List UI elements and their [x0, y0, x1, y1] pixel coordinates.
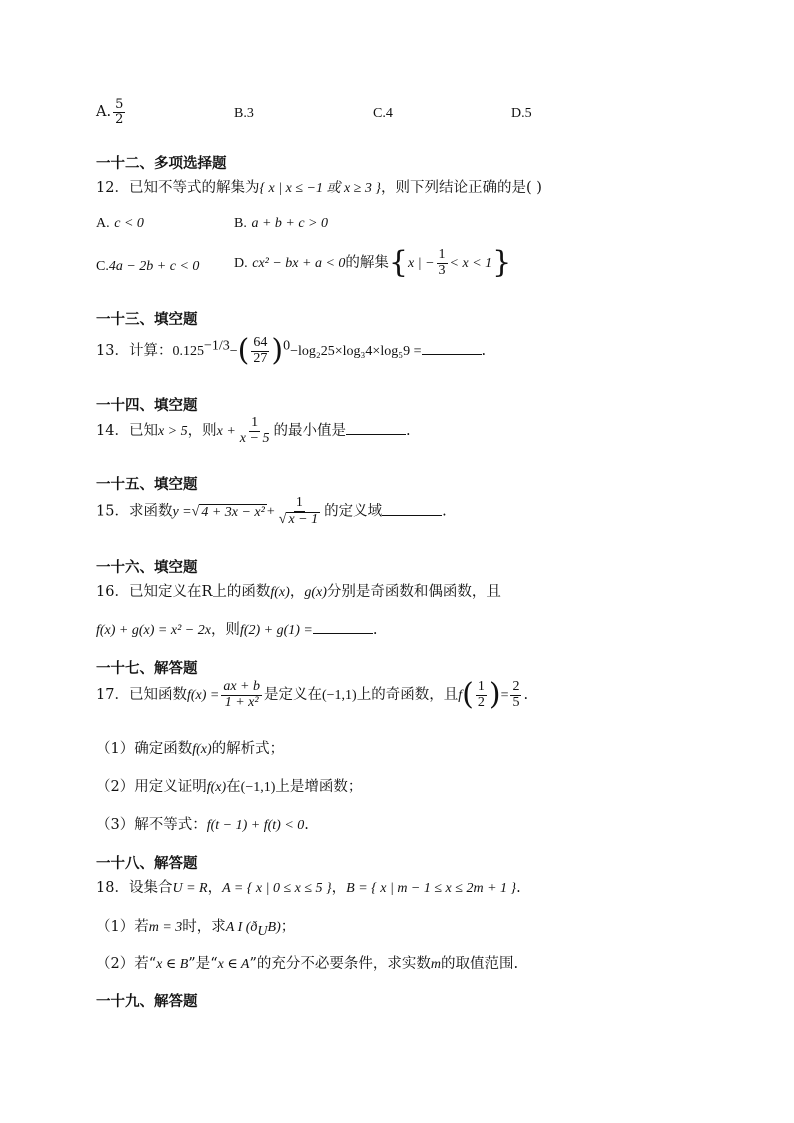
part-end: 上是增函数；	[275, 779, 363, 795]
paren-left: (	[462, 677, 474, 713]
fraction	[251, 336, 269, 366]
q15-suffix: 的定义域	[324, 503, 383, 520]
brace-left: {	[388, 245, 409, 281]
fraction	[113, 98, 125, 126]
q16-mid: ，则	[210, 622, 240, 638]
q14-end: .	[405, 423, 411, 440]
q17-eq: =	[500, 688, 509, 704]
option-expr: a + b + c > 0	[251, 216, 329, 231]
option-label: A.	[96, 104, 112, 121]
part-x-in-a: x ∈ A	[217, 957, 250, 972]
q18-end: .	[516, 880, 521, 896]
q17-mid2: 上的奇函数，且	[356, 687, 459, 704]
answer-blank[interactable]	[313, 619, 373, 634]
part-text-end: 的取值范围.	[441, 956, 519, 972]
part-label: （3）解不等式：	[96, 817, 207, 833]
part-expr: A I (ð	[225, 920, 258, 935]
q12-stem	[96, 176, 542, 197]
q16-fx: f(x)	[270, 585, 290, 600]
fraction	[221, 680, 262, 710]
q16-comma: ，	[289, 584, 305, 600]
option-text: 的解集	[345, 255, 389, 272]
q15-prefix: 15．求函数	[96, 503, 173, 520]
q18-stem	[96, 876, 521, 897]
q18-prefix: 18．设集合	[96, 880, 173, 896]
q15-radicand: 4 + 3x − x²	[201, 504, 265, 520]
q16-end: .	[372, 622, 378, 638]
q12-prefix: 12．已知不等式的解集为	[96, 180, 260, 196]
sqrt-sign: √	[191, 504, 200, 520]
option-expr: 4a − 2b + c < 0	[108, 259, 200, 274]
part-mid: 在	[226, 779, 241, 795]
part-end: 的解析式；	[211, 741, 285, 757]
section-header-14: 一十四、填空题	[96, 398, 198, 414]
q14-mid: ，则	[187, 423, 217, 440]
fraction	[437, 248, 448, 278]
q18-set-a: A = { x | 0 ≤ x ≤ 5 }	[222, 881, 332, 896]
option-label: A.	[96, 216, 110, 231]
part-end: .	[304, 817, 309, 833]
set-left: x | −	[408, 256, 435, 272]
q17-prefix: 17．已知函数	[96, 687, 187, 704]
numerator: 1	[251, 415, 259, 430]
q17-part1	[96, 737, 284, 758]
q11-option-a	[96, 98, 127, 126]
q15-plus: +	[266, 504, 275, 520]
q13-minus: −	[229, 344, 238, 360]
part-end: ；	[280, 919, 296, 935]
numerator: 1	[295, 495, 303, 510]
q17-part3	[96, 813, 309, 834]
q13-exponent: −1/3	[203, 338, 230, 354]
part-x-in-b: x ∈ B	[156, 957, 189, 972]
q17-mid: 是定义在	[264, 687, 322, 704]
q18-comma: ，	[331, 880, 347, 896]
option-expr: c < 0	[114, 216, 144, 231]
denominator: 2	[115, 111, 124, 127]
q14-stem	[96, 416, 411, 446]
q16-gx: g(x)	[304, 585, 327, 600]
denominator: 27	[253, 350, 268, 366]
q18-set-b: B = { x | m − 1 ≤ x ≤ 2m + 1 }	[346, 881, 517, 896]
denominator: 2	[477, 694, 485, 710]
denominator: x − 1	[288, 511, 319, 527]
fraction	[476, 680, 487, 710]
numerator: 1	[477, 679, 485, 694]
q11-option-d: D.5	[511, 106, 532, 121]
part-f: f(x)	[206, 780, 227, 795]
part-interval: (−1,1)	[240, 780, 276, 795]
part-sub: U	[257, 923, 268, 939]
q15-stem	[96, 496, 447, 527]
section-header-17: 一十七、解答题	[96, 661, 198, 677]
q14-suffix: 的最小值是	[273, 423, 346, 440]
q12-option-b	[234, 215, 328, 232]
q18-comma: ，	[207, 880, 223, 896]
q18-u: U = R	[172, 881, 208, 896]
part-text: （2）若“	[96, 956, 157, 972]
numerator: 5	[115, 97, 124, 112]
q13-power: 0	[283, 338, 291, 354]
section-header-16: 一十六、填空题	[96, 560, 198, 576]
denominator: 5	[512, 694, 520, 710]
q13-base: 0.125	[172, 344, 204, 360]
denominator: 1 + x²	[224, 694, 259, 710]
q17-f: f	[458, 688, 463, 704]
part-f: f(x)	[192, 742, 212, 757]
q17-fx: f(x) =	[186, 688, 220, 704]
q11-option-c: C.4	[373, 106, 393, 121]
q14-prefix: 14．已知	[96, 423, 158, 440]
denominator: x − 5	[239, 430, 270, 446]
part-expr: f(t − 1) + f(t) < 0	[206, 818, 305, 833]
q13-end: .	[481, 343, 487, 360]
section-header-12: 一十二、多项选择题	[96, 156, 227, 172]
q17-part2	[96, 775, 362, 796]
q16-line2	[96, 618, 377, 639]
q15-y: y =	[172, 504, 192, 520]
q12-set: { x | x ≤ −1 或 x ≥ 3 }	[259, 181, 381, 196]
q13-stem	[96, 333, 487, 369]
q13-prefix: 13．计算：	[96, 343, 173, 360]
numerator: 1	[438, 247, 446, 262]
q16-equation: f(x) + g(x) = x² − 2x	[96, 623, 211, 638]
paren-right: )	[488, 677, 501, 713]
q13-rest: −log₂25×log₃4×log₅9 =	[290, 344, 422, 360]
answer-blank[interactable]	[382, 501, 442, 516]
q16-line1	[96, 580, 501, 601]
q16-text-end: 分别是奇函数和偶函数，且	[326, 584, 501, 600]
q17-end: .	[523, 687, 529, 704]
brace-right: }	[492, 245, 512, 281]
q18-part2	[96, 952, 518, 973]
part-text: ”的充分不必要条件，求实数	[249, 956, 431, 972]
numerator: ax + b	[223, 679, 260, 694]
part-expr2: B)	[267, 920, 281, 935]
q17-interval: (−1,1)	[322, 688, 357, 704]
q12-option-a	[96, 215, 144, 232]
fraction	[277, 496, 322, 527]
part-cond: m = 3	[148, 920, 183, 935]
q16-expr: f(2) + g(1) =	[239, 623, 313, 638]
denominator: 3	[438, 262, 446, 278]
part-label: （1）若	[96, 919, 149, 935]
section-header-18: 一十八、解答题	[96, 856, 198, 872]
q11-option-b: B.3	[234, 106, 254, 121]
section-header-15: 一十五、填空题	[96, 477, 198, 493]
part-text: ”是“	[188, 956, 218, 972]
q14-condition: x > 5	[157, 424, 188, 440]
part-mid: 时，求	[182, 919, 226, 935]
part-m: m	[430, 957, 442, 972]
q12-option-c	[96, 258, 199, 275]
option-expr: cx² − bx + a < 0	[252, 256, 346, 272]
answer-blank[interactable]	[422, 340, 482, 355]
q17-stem	[96, 677, 529, 713]
numerator: 64	[253, 335, 268, 350]
q15-end: .	[442, 503, 447, 520]
paren-right: )	[271, 333, 284, 369]
q12-suffix: ，则下列结论正确的是( )	[380, 180, 542, 196]
answer-blank[interactable]	[346, 420, 406, 435]
section-header-13: 一十三、填空题	[96, 312, 198, 328]
set-right: < x < 1	[449, 256, 493, 272]
q12-option-d	[234, 245, 512, 281]
q14-expr: x +	[216, 424, 236, 440]
option-label: B.	[234, 216, 247, 231]
fraction	[510, 680, 521, 710]
numerator: 2	[512, 679, 520, 694]
denominator-sqrt: √ x − 1	[278, 511, 319, 527]
part-label: （1）确定函数	[96, 741, 193, 757]
fraction	[238, 416, 272, 446]
paren-left: (	[237, 333, 250, 369]
option-label: C.	[96, 259, 109, 274]
part-label: （2）用定义证明	[96, 779, 207, 795]
option-label: D.	[234, 256, 248, 272]
section-header-19: 一十九、解答题	[96, 994, 198, 1010]
q16-text: 16．已知定义在R上的函数	[96, 584, 271, 600]
q18-part1	[96, 915, 295, 940]
